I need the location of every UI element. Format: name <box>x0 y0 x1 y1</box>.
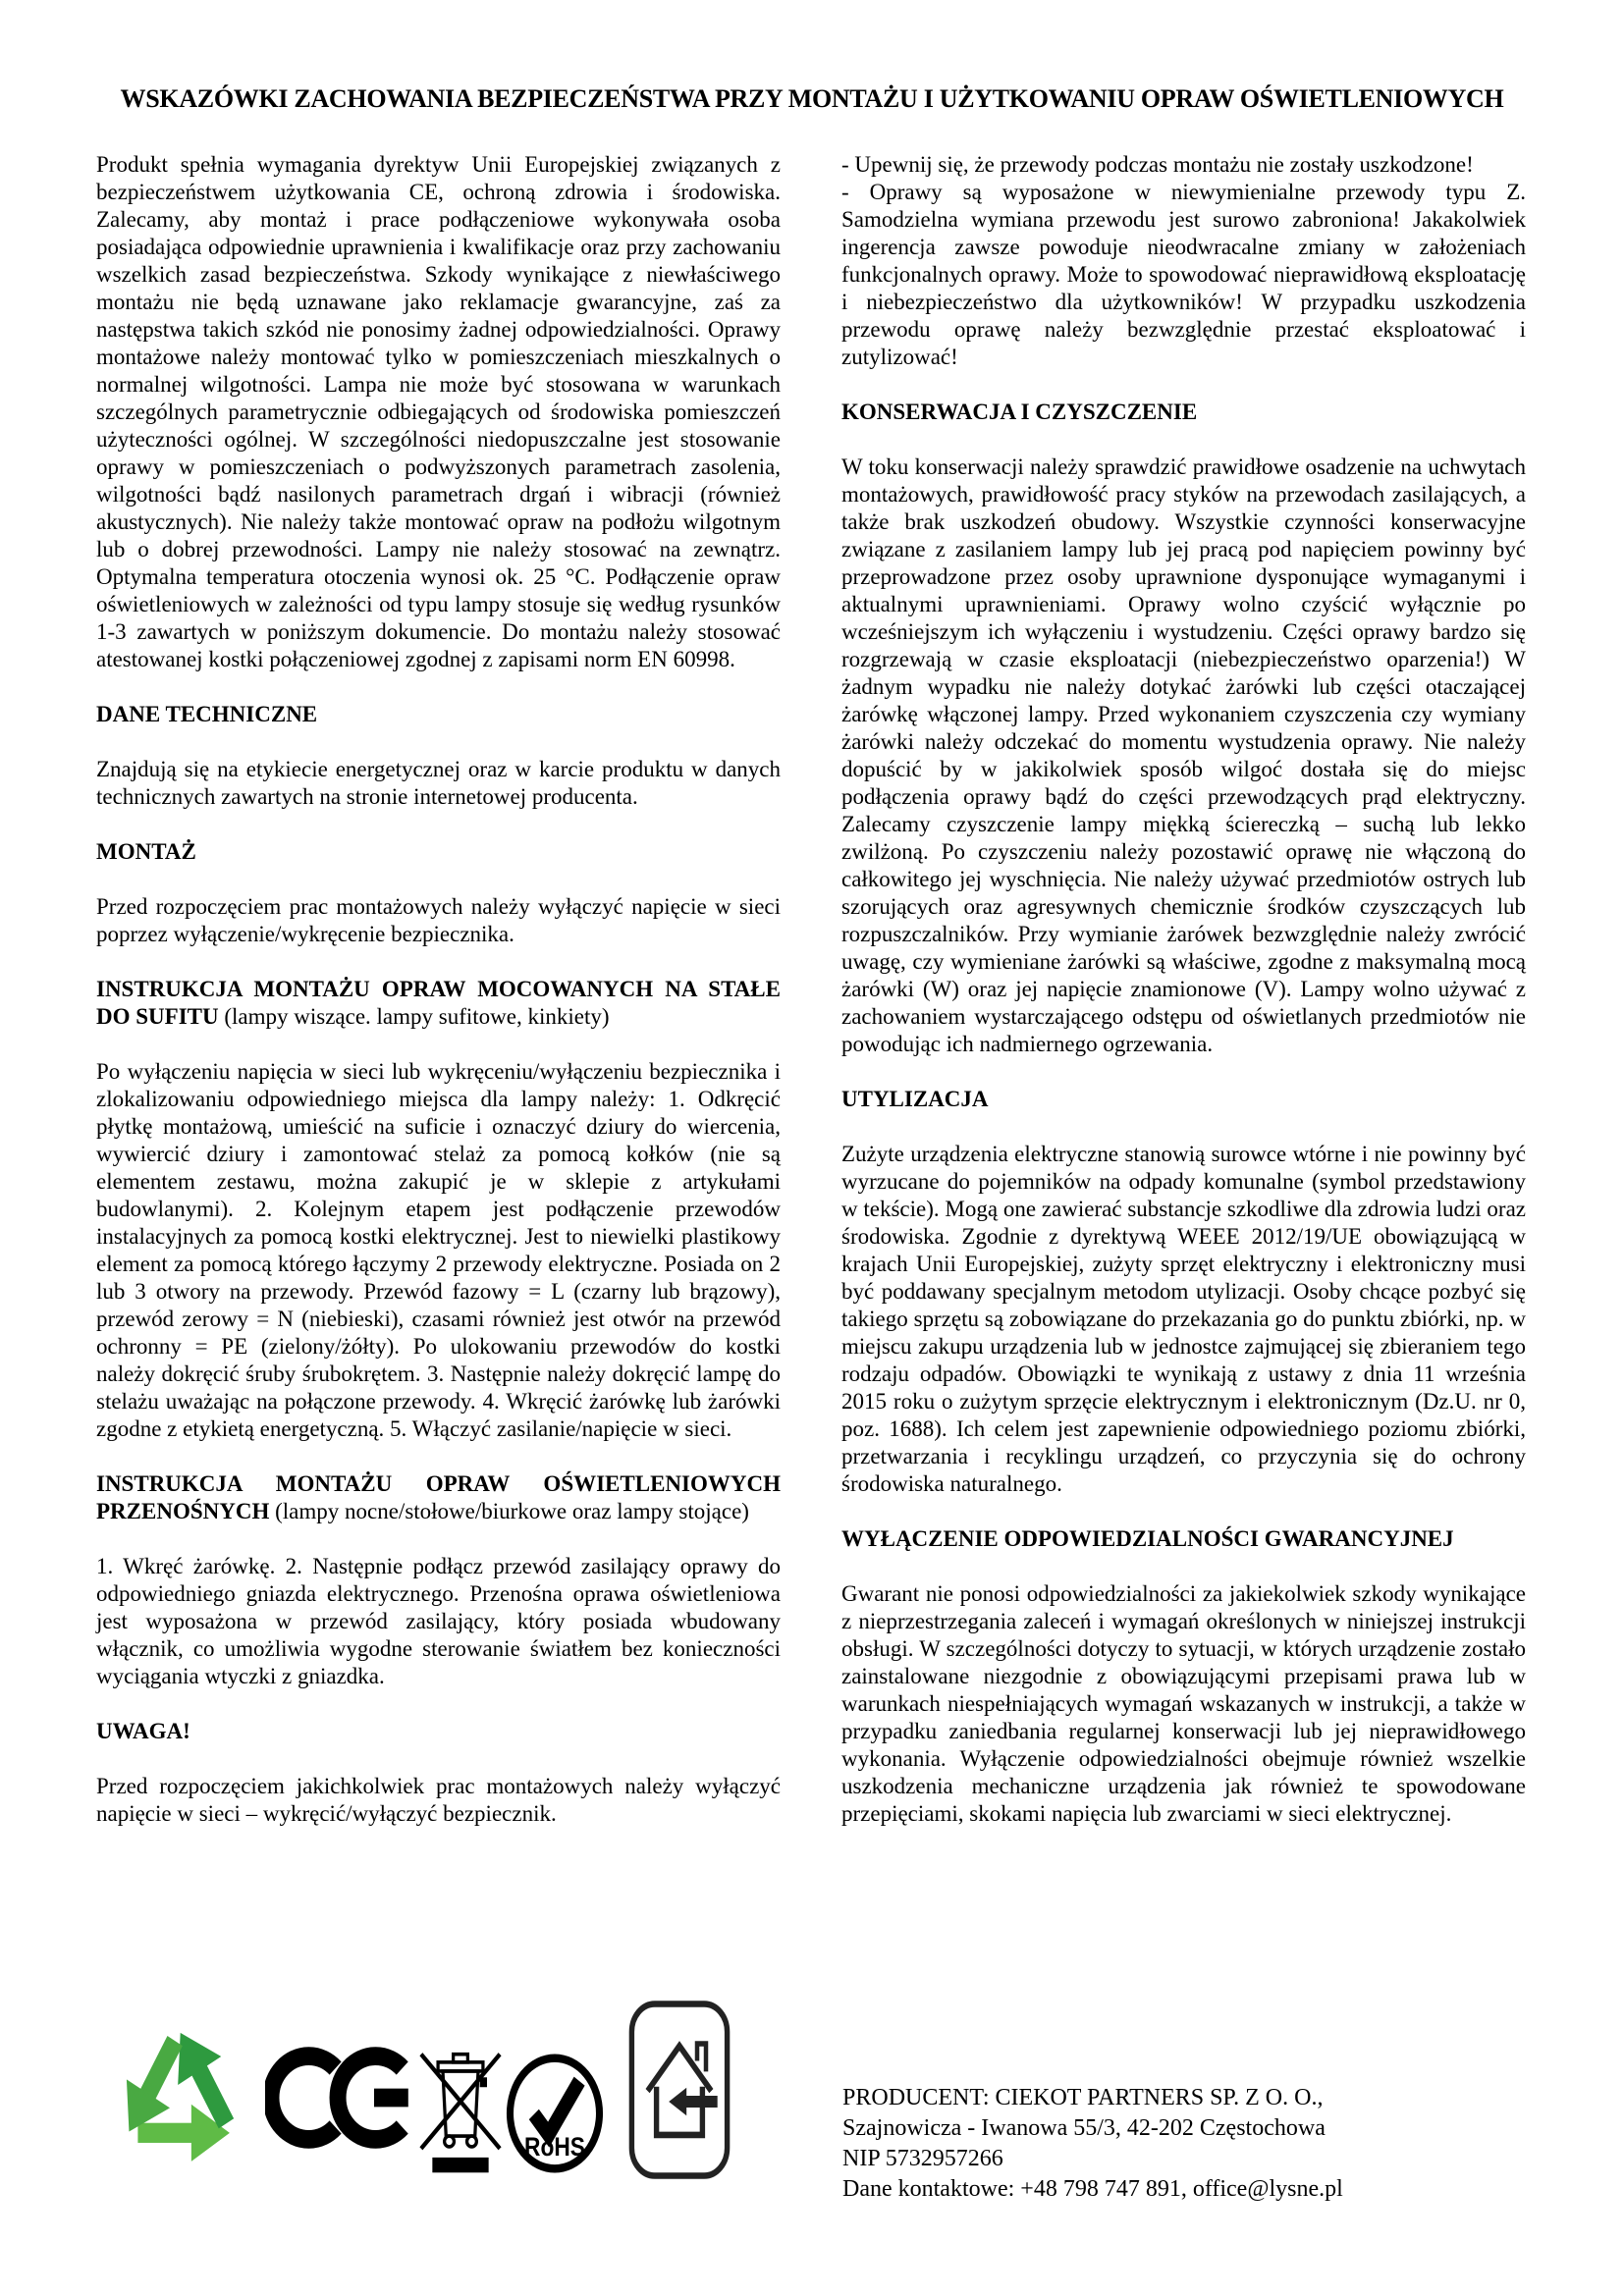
paragraph-utylizacja: Zużyte urządzenia elektryczne stanowią surowce wtórne i nie powinny być wyrzucane do pojemników na odpady komunalne (symbol przedstawiony w tekście). Mogą one zawierać substancje szkodliwe dla zdrowia ludzi oraz środowiska. Zgodnie z dyrektywą WEEE 2012/19/UE obowiązującą w krajach Unii Europejskiej, zużyty sprzęt elektryczny i elektroniczny musi być poddawany specjalnym metodom utylizacji. Osoby chcące pozbyć się takiego sprzętu są zobowiązane do przekazania go do punktu zbiórki, np. w miejscu zakupu urządzenia lub w jednostce zajmującej się zbieraniem tego rodzaju odpadów. Obowiązki te wynikają z ustawy z dnia 11 września 2015 roku o zużytym sprzęcie elektrycznym i elektronicznym (Dz.U. nr 0, poz. 1688). Ich celem jest zapewnienie odpowiedniego poziomu zbiórki, przetwarzania i recyklingu urządzeń, co przyczynia się do ochrony środowiska naturalnego. <box>841 1142 1526 1496</box>
two-column-body <box>0 114 1624 1855</box>
rohs-icon <box>505 2054 605 2173</box>
producer-name: PRODUCENT: CIEKOT PARTNERS SP. Z O. O., <box>842 2085 1324 2110</box>
warning-bullet-1: - Upewnij się, że przewody podczas montażu nie zostały uszkodzone! <box>841 152 1474 177</box>
ce-marking-icon <box>265 2042 410 2154</box>
producer-nip: NIP 5732957266 <box>842 2146 1003 2171</box>
warning-bullet-2: - Oprawy są wyposażone w niewymienialne przewody typu Z. Samodzielna wymiana przewodu jest surowo zabroniona! Jakakolwiek ingerencja zawsze powoduje nieodwracalne zmiany w założeniach funkcjonalnych oprawy. Może to spowodować nieprawidłową eksploatację i niebezpieczeństwo dla użytkowników! W przypadku uszkodzenia przewodu oprawę należy bezwzględnie przestać eksploatować i zutylizować! <box>841 180 1526 369</box>
producer-info-block <box>842 2083 1343 2205</box>
page-title: WSKAZÓWKI ZACHOWANIA BEZPIECZEŃSTWA PRZY MONTAŻU I UŻYTKOWANIU OPRAW OŚWIETLENIOWYCH <box>120 84 1504 113</box>
left-column <box>96 151 781 1855</box>
heading-gwarancja: WYŁĄCZENIE ODPOWIEDZIALNOŚCI GWARANCYJNEJ <box>841 1526 1454 1551</box>
producer-address: Szajnowicza - Iwanowa 55/3, 42-202 Częstochowa <box>842 2115 1326 2141</box>
paragraph-instrukcja-sufit: Po wyłączeniu napięcia w sieci lub wykręceniu/wyłączeniu bezpiecznika i zlokalizowaniu odpowiedniego miejsca dla lampy należy: 1. Odkręcić płytkę montażową, umieścić na suficie i oznaczyć dziury do wiercenia, wywiercić dziury i zamontować stelaż za pomocą kołków (nie są elementem zestawu, można zakupić je w sklepie z artykułami budowlanymi). 2. Kolejnym etapem jest podłączenie przewodów instalacyjnych za pomocą kostki elektrycznej. Jest to niewielki plastikowy element za pomocą którego łączymy 2 przewody elektryczne. Posiada on 2 lub 3 otwory na przewody. Przewód fazowy = L (czarny lub brązowy), przewód zerowy = N (niebieski), czasami również jest otwór na przewód ochronny = PE (zielony/żółty). Po ulokowaniu przewodów do kostki należy dokręcić śruby śrubokrętem. 3. Następnie należy dokręcić lampę do stelażu uważając na połączone przewody. 4. Wkręcić żarówkę lub żarówki zgodne z etykietą energetyczną. 5. Włączyć zasilanie/napięcie w sieci. <box>96 1059 781 1441</box>
heading-instrukcja-sufit <box>96 976 781 1031</box>
indoor-use-house-icon <box>626 1999 732 2181</box>
heading-instrukcja-sufit-note: (lampy wiszące. lampy sufitowe, kinkiety) <box>218 1004 610 1029</box>
heading-utylizacja: UTYLIZACJA <box>841 1087 989 1111</box>
intro-paragraph: Produkt spełnia wymagania dyrektyw Unii Europejskiej związanych z bezpieczeństwem użytkowania CE, ochroną zdrowia i środowiska. Zalecamy, aby montaż i prace podłączeniowe wykonywała osoba posiadająca odpowiednie uprawnienia i kwalifikacje oraz przy zachowaniu wszelkich zasad bezpieczeństwa. Szkody wynikające z niewłaściwego montażu nie będą uznawane jako reklamacje gwarancyjne, zaś za następstwa takich szkód nie ponosimy żadnej odpowiedzialności. Oprawy montażowe należy montować tylko w pomieszczeniach mieszkalnych o normalnej wilgotności. Lampa nie może być stosowana w warunkach szczególnych parametrycznie odbiegających od środowiska pomieszczeń użyteczności ogólnej. W szczególności niedopuszczalne jest stosowanie oprawy w pomieszczeniach o podwyższonych parametrach zasolenia, wilgotności bądź nasilonych parametrach drgań i wibracji (również akustycznych). Nie należy także montować opraw na podłożu wilgotnym lub o dobrej przewodności. Lampy nie należy stosować na zewnątrz. Optymalna temperatura otoczenia wynosi ok. 25 °C. Podłączenie opraw oświetleniowych w zależności od typu lampy stosuje się według rysunków 1-3 zawartych w poniższym dokumencie. Do montażu należy stosować atestowanej kostki połączeniowej zgodnej z zapisami norm EN 60998. <box>96 152 781 671</box>
right-column <box>841 151 1526 1855</box>
paragraph-uwaga: Przed rozpoczęciem jakichkolwiek prac montażowych należy wyłączyć napięcie w sieci – wykręcić/wyłączyć bezpiecznik. <box>96 1774 781 1826</box>
paragraph-gwarancja: Gwarant nie ponosi odpowiedzialności za jakiekolwiek szkody wynikające z nieprzestrzegania zaleceń i wymagań określonych w niniejszej instrukcji obsługi. W szczególności dotyczy to sytuacji, w których urządzenie zostało zainstalowane niezgodnie z obowiązującymi przepisami prawa lub w warunkach niespełniających wymagań wskazanych w instrukcji, a także w przypadku zaniedbania regularnej konserwacji lub jej nieprawidłowego wykonania. Wyłączenie odpowiedzialności obejmuje również wszelkie uszkodzenia mechaniczne urządzenia jak również te spowodowane przepięciami, skokami napięcia lub zwarciami w sieci elektrycznej. <box>841 1581 1526 1826</box>
heading-montaz: MONTAŻ <box>96 839 196 864</box>
paragraph-instrukcja-przenosne: 1. Wkręć żarówkę. 2. Następnie podłącz przewód zasilający oprawy do odpowiedniego gniazda elektrycznego. Przenośna oprawa oświetleniowa jest wyposażona w przewód zasilający, który posiada wbudowany włącznik, co umożliwia wygodne sterowanie światłem bez konieczności wyciągania wtyczki z gniazdka. <box>96 1554 781 1688</box>
heading-dane-techniczne: DANE TECHNICZNE <box>96 702 318 726</box>
paragraph-konserwacja: W toku konserwacji należy sprawdzić prawidłowe osadzenie na uchwytach montażowych, prawidłowość pracy styków na przewodach zasilających, a także brak uszkodzeń obudowy. Wszystkie czynności konserwacyjne związane z zasilaniem lampy lub jej pracą pod napięciem powinny być przeprowadzone przez osoby uprawnione dysponujące wymaganymi i aktualnymi uprawnieniami. Oprawy wolno czyścić wyłącznie po wcześniejszym ich wyłączeniu i wystudzeniu. Części oprawy bardzo się rozgrzewają w czasie eksploatacji (niebezpieczeństwo oparzenia!) W żadnym wypadku nie należy dotykać żarówki lub części otaczającej żarówkę włączonej lampy. Przed wykonaniem czyszczenia czy wymiany żarówki należy odczekać do momentu wystudzenia oprawy. Nie należy dopuścić by w jakikolwiek sposób wilgoć dostała się do miejsc podłączenia oprawy bądź do części przewodzących prąd elektryczny. Zalecamy czyszczenie lampy miękką ściereczką – suchą lub lekko zwilżoną. Po czyszczeniu należy pozostawić oprawę nie włączoną do całkowitego jej wyschnięcia. Nie należy używać przedmiotów ostrych lub szorujących oraz agresywnych chemicznie środków czyszczących lub rozpuszczalników. Przy wymianie żarówek bezwzględnie należy zwrócić uwagę, czy wymieniane żarówki są właściwe, zgodne z maksymalną mocą żarówki (W) oraz jej napięcie znamionowe (V). Lampy wolno używać z zachowaniem wystarczającego odstępu od oświetlanych przedmiotów nie powodując ich nadmiernego ogrzewania. <box>841 454 1526 1056</box>
heading-konserwacja: KONSERWACJA I CZYSZCZENIE <box>841 400 1198 424</box>
heading-instrukcja-przenosne-bold: INSTRUKCJA MONTAŻU OPRAW OŚWIETLENIOWYCH PRZENOŚNYCH <box>96 1471 781 1523</box>
heading-uwaga: UWAGA! <box>96 1719 190 1743</box>
heading-instrukcja-przenosne <box>96 1470 781 1525</box>
weee-crossed-bin-icon <box>416 2042 505 2175</box>
heading-instrukcja-przenosne-note: (lampy nocne/stołowe/biurkowe oraz lampy stojące) <box>269 1499 749 1523</box>
recycling-icon <box>110 2014 249 2173</box>
rohs-label: RoHS <box>524 2132 585 2163</box>
paragraph-dane-techniczne: Znajdują się na etykiecie energetycznej oraz w karcie produktu w danych technicznych zawartych na stronie internetowej producenta. <box>96 757 781 809</box>
heading-instrukcja-sufit-bold: INSTRUKCJA MONTAŻU OPRAW MOCOWANYCH NA STAŁE DO SUFITU <box>96 977 781 1029</box>
producer-contact: Dane kontaktowe: +48 798 747 891, office@lysne.pl <box>842 2176 1343 2202</box>
paragraph-montaz: Przed rozpoczęciem prac montażowych należy wyłączyć napięcie w sieci poprzez wyłączenie/wykręcenie bezpiecznika. <box>96 894 781 946</box>
